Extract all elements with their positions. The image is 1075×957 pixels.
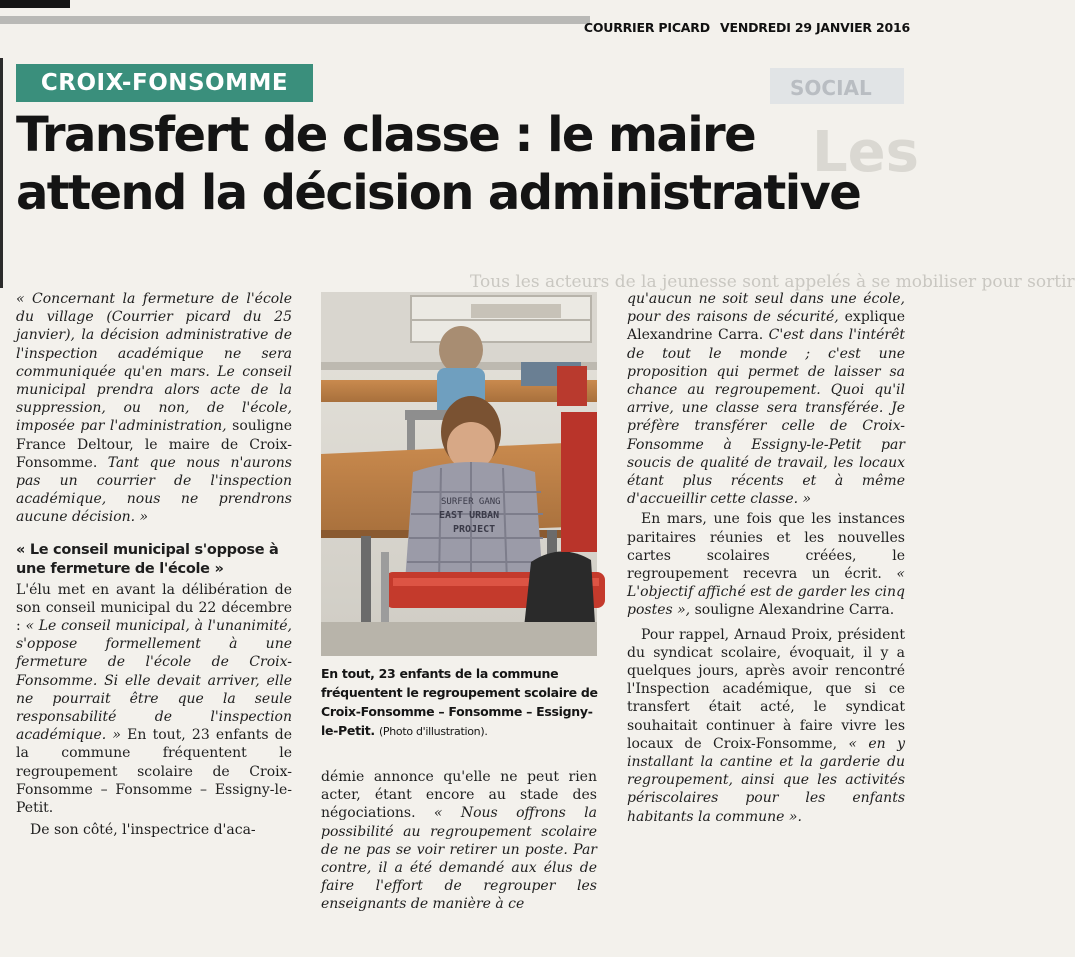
- article-column-3: [627, 290, 905, 826]
- paragraph: [16, 290, 292, 527]
- headline-line-1: Transfert de classe : le maire: [16, 107, 756, 163]
- quote-text: « Concernant la fermeture de l'école du village (Courrier picard du 25 janvier), la décision administrative de l'inspection académique ne sera communiquée qu'en mars. Le conseil municipal prendra alors acte de la suppression, ou non, de l'école, imposée par l'administration,: [16, 291, 292, 435]
- masthead: [584, 20, 910, 35]
- paragraph: [321, 768, 597, 914]
- background-rubric-text: SOCIAL: [790, 76, 872, 100]
- quote-text: C'est dans l'intérêt de tout le monde ; c'est une proposition qui permet de laisser sa chance au regroupement. Quoi qu'il arrive, une classe sera transférée. Je préfère transférer celle de Croix-Fonsomme à Essigny-le-Petit par soucis de qualité de travail, les locaux étant plus récents et à même d'accueillir cette classe. »: [627, 327, 905, 508]
- attribution-text: explique Alexandrine Carra.: [627, 309, 905, 344]
- shirt-print-1: SURFER GANG: [441, 497, 501, 507]
- classroom-photo-illustration: [321, 292, 597, 656]
- article-column-2: [321, 768, 597, 914]
- quote-text: « Nous offrons la possibilité au regroupement scolaire de ne pas se voir retirer un poste. Par contre, il a été demandé aux élus de faire l'effort de regrouper les enseignants de manière à ce: [321, 805, 597, 913]
- subheading: « Le conseil municipal s'oppose à une fermeture de l'école »: [16, 541, 279, 577]
- paragraph: [16, 581, 292, 818]
- quote-text: qu'aucun ne soit seul dans une école, pour des raisons de sécurité,: [627, 291, 905, 326]
- quote-text: « en y installant la cantine et la garderie du regroupement, ainsi que les activités périscolaires pour les enfants habitants la commune ».: [627, 735, 905, 825]
- article-headline: [16, 106, 906, 222]
- body-text: L'élu met en avant la délibération de son conseil municipal du 22 décembre :: [16, 581, 292, 635]
- body-text: En mars, une fois que les instances paritaires réunies et les nouvelles cartes scolaires créées, le regroupement recevra un écrit.: [627, 511, 905, 583]
- shirt-print-3: PROJECT: [453, 524, 496, 535]
- newspaper-name: COURRIER PICARD: [583, 20, 710, 35]
- quote-text: « L'objectif affiché est de garder les cinq postes »,: [627, 566, 905, 619]
- body-text: souligne Alexandrine Carra.: [690, 602, 895, 619]
- quote-text: Tant que nous n'aurons pas un courrier de l'inspection académique, nous ne prendrons aucune décision. »: [16, 454, 292, 526]
- photo-credit: (Photo d'illustration).: [378, 725, 488, 738]
- paragraph: [627, 626, 905, 826]
- body-text: Pour rappel, Arnaud Proix, président du syndicat scolaire, évoquait, il y a quelques jours, après avoir rencontré l'Inspection académique, que si ce transfert était acté, le syndicat souhaitait continuer à faire vivre les locaux de Croix-Fonsomme,: [627, 626, 905, 752]
- attribution-text: souligne France Deltour, le maire de Croix-Fonsomme.: [16, 418, 292, 471]
- photo-caption: [321, 664, 599, 741]
- quote-text: « Le conseil municipal, à l'unanimité, s'oppose formellement à une fermeture de l'école de Croix-Fonsomme. Si elle devait arriver, elle ne pourrait être que la seule responsabilité de l'inspection académique. »: [16, 618, 292, 744]
- publication-date: VENDREDI 29 JANVIER 2016: [720, 20, 910, 35]
- headline-line-2: attend la décision administrative: [16, 165, 861, 221]
- paragraph: [627, 510, 905, 619]
- article-photo: [321, 292, 597, 656]
- paragraph: [627, 290, 905, 508]
- masthead-black-bar: [0, 0, 70, 8]
- rubric-tag: CROIX-FONSOMME: [16, 64, 313, 102]
- article-column-1: [16, 290, 292, 839]
- caption-text: En tout, 23 enfants de la commune fréquentent le regroupement scolaire de Croix-Fonsomme – Fonsomme – Essigny-le-Petit.: [321, 666, 598, 738]
- masthead-grey-rule: [0, 16, 590, 24]
- body-text: démie annonce qu'elle ne peut rien acter, étant encore au stade des négociations.: [321, 769, 597, 822]
- background-text-line: Tous les acteurs de la jeunesse sont appelés à se mobiliser pour sortir: [470, 272, 1075, 292]
- background-headline: Les: [812, 120, 919, 185]
- paragraph: De son côté, l'inspectrice d'aca-: [30, 822, 256, 839]
- body-text: En tout, 23 enfants de la commune fréquentent le regroupement scolaire de Croix-Fonsomme – Fonsomme – Essigny-le-Petit.: [16, 727, 292, 817]
- shirt-print-2: EAST URBAN: [439, 510, 500, 521]
- left-margin-rule: [0, 58, 3, 288]
